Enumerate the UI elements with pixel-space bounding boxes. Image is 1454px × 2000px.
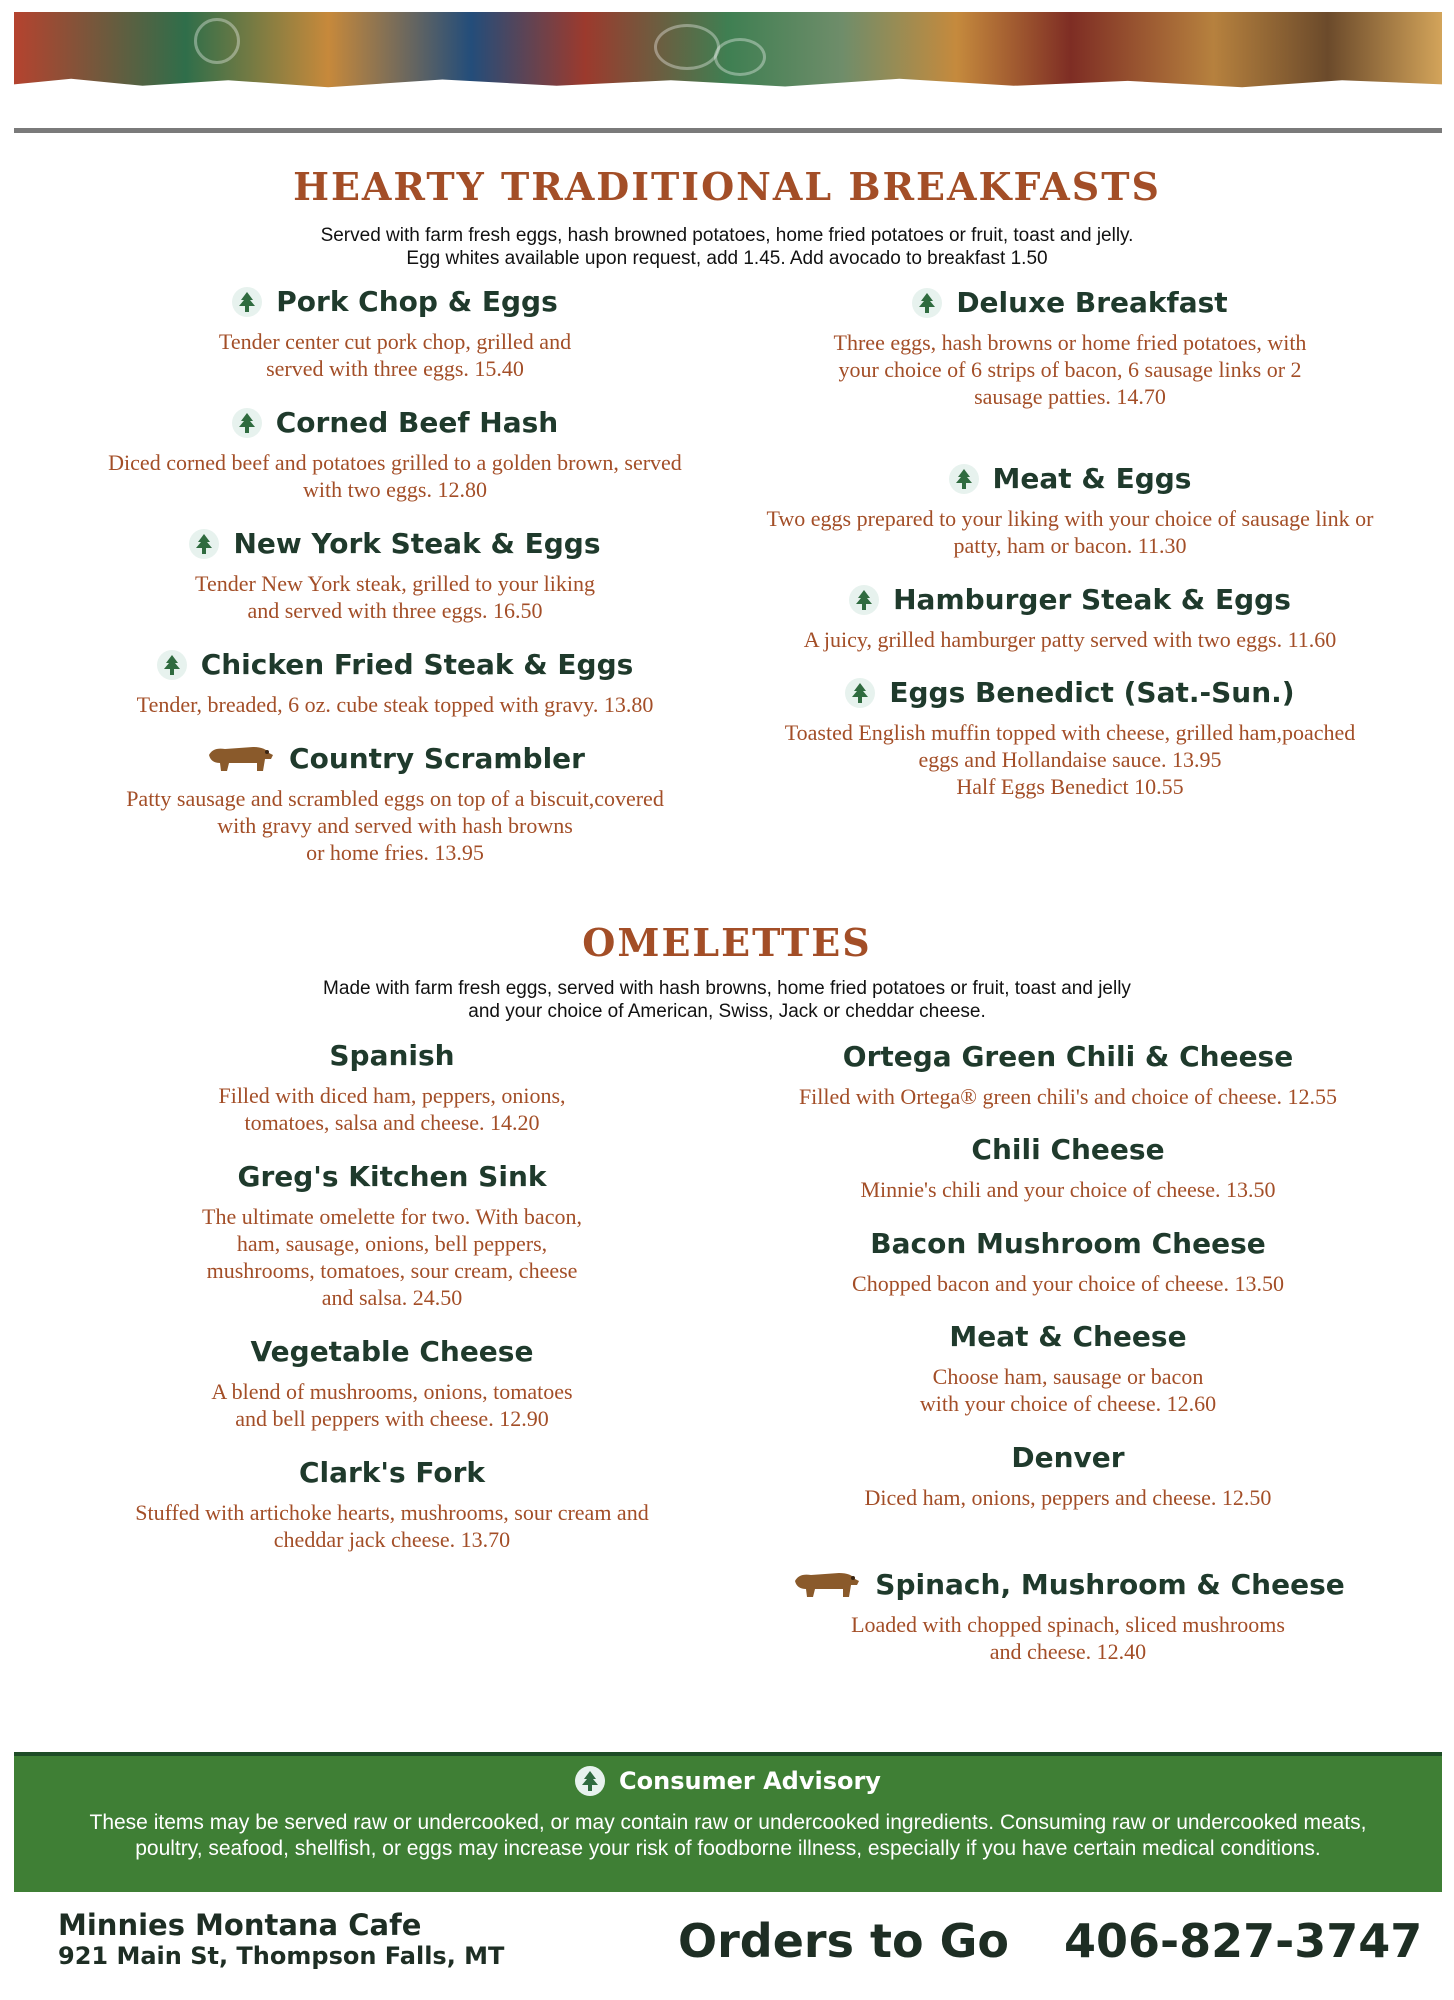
omelettes-item-title: Vegetable Cheese <box>250 1335 534 1368</box>
breakfasts-item-description <box>75 570 715 624</box>
description-line: sausage patties. 14.70 <box>974 384 1166 409</box>
breakfasts-item-description <box>750 329 1390 410</box>
tree-icon <box>949 464 979 494</box>
description-line: Diced corned beef and potatoes grilled to a golden brown, served <box>108 450 682 475</box>
omelettes-item-title-row <box>72 1160 712 1193</box>
description-line: Loaded with chopped spinach, sliced mushrooms <box>851 1612 1285 1637</box>
omelettes-item-description <box>72 1082 712 1136</box>
breakfasts-item <box>750 286 1390 410</box>
tree-icon <box>575 1766 605 1796</box>
omelettes-item-title: Ortega Green Chili & Cheese <box>842 1040 1294 1073</box>
omelettes-item <box>748 1441 1388 1511</box>
omelettes-item <box>748 1040 1388 1110</box>
breakfasts-item-title: Hamburger Steak & Eggs <box>893 583 1291 616</box>
description-line: Minnie's chili and your choice of cheese. 13.50 <box>860 1177 1276 1202</box>
omelettes-item-title-row <box>72 1335 712 1368</box>
omelettes-item <box>72 1160 712 1311</box>
description-line: mushrooms, tomatoes, sour cream, cheese <box>206 1258 578 1283</box>
breakfasts-item <box>750 676 1390 800</box>
orders-to-go: Orders to Go <box>678 1914 1009 1968</box>
description-line: Choose ham, sausage or bacon <box>932 1364 1204 1389</box>
breakfasts-item <box>750 462 1390 559</box>
breakfasts-item <box>75 285 715 382</box>
omelettes-item-title: Denver <box>1011 1441 1125 1474</box>
breakfasts-item-description <box>75 691 715 718</box>
description-line: The ultimate omelette for two. With bacon, <box>202 1204 582 1229</box>
breakfasts-heading: HEARTY TRADITIONAL BREAKFASTS <box>293 164 1161 209</box>
breakfasts-subtitle-2: Egg whites available upon request, add 1.45. Add avocado to breakfast 1.50 <box>406 248 1048 269</box>
description-line: A blend of mushrooms, onions, tomatoes <box>211 1379 573 1404</box>
breakfasts-item-title: Eggs Benedict (Sat.-Sun.) <box>889 676 1295 709</box>
advisory-text <box>54 1810 1402 1862</box>
description-line: Tender New York steak, grilled to your liking <box>195 571 595 596</box>
description-line: Toasted English muffin topped with cheese, grilled ham,poached <box>784 720 1356 745</box>
breakfasts-item <box>75 648 715 718</box>
breakfasts-item-title-row <box>750 583 1390 616</box>
omelettes-item-description <box>748 1611 1388 1665</box>
header-rule <box>14 128 1442 133</box>
breakfasts-item-title: Deluxe Breakfast <box>956 286 1228 319</box>
description-line: Half Eggs Benedict 10.55 <box>956 774 1184 799</box>
breakfasts-item-title: Country Scrambler <box>289 741 585 775</box>
breakfasts-item-title-row <box>75 648 715 681</box>
description-line: with gravy and served with hash browns <box>217 813 573 838</box>
description-line: Tender, breaded, 6 oz. cube steak topped with gravy. 13.80 <box>136 692 654 717</box>
omelettes-item-description <box>72 1499 712 1553</box>
description-line: cheddar jack cheese. 13.70 <box>273 1527 511 1552</box>
omelettes-item-title-row <box>748 1567 1388 1601</box>
tree-icon <box>189 529 219 559</box>
breakfasts-item-title: Chicken Fried Steak & Eggs <box>200 648 634 681</box>
breakfasts-subtitle-1: Served with farm fresh eggs, hash browned potatoes, home fried potatoes or fruit, toast and jelly. <box>320 225 1134 246</box>
description-line: your choice of 6 strips of bacon, 6 sausage links or 2 <box>838 357 1302 382</box>
omelettes-item-description <box>748 1270 1388 1297</box>
description-line: Two eggs prepared to your liking with your choice of sausage link or <box>766 506 1374 531</box>
breakfasts-item <box>750 583 1390 653</box>
description-line: A juicy, grilled hamburger patty served with two eggs. 11.60 <box>803 627 1337 652</box>
description-line: with your choice of cheese. 12.60 <box>919 1391 1217 1416</box>
breakfasts-item-title: Corned Beef Hash <box>275 406 559 439</box>
breakfasts-item-title-row <box>750 676 1390 709</box>
advisory-title: Consumer Advisory <box>619 1767 881 1795</box>
omelettes-item-description <box>748 1176 1388 1203</box>
bear-icon <box>791 1567 861 1601</box>
description-line: Patty sausage and scrambled eggs on top of a biscuit,covered <box>126 786 664 811</box>
description-line: and cheese. 12.40 <box>989 1639 1147 1664</box>
description-line: tomatoes, salsa and cheese. 14.20 <box>244 1110 540 1135</box>
cafe-address: 921 Main St, Thompson Falls, MT <box>58 1942 505 1970</box>
omelettes-heading: OMELETTES <box>582 920 872 965</box>
description-line: Chopped bacon and your choice of cheese. 13.50 <box>852 1271 1284 1296</box>
description-line: with two eggs. 12.80 <box>303 477 487 502</box>
breakfasts-item-description <box>750 505 1390 559</box>
omelettes-item-title-row <box>748 1133 1388 1166</box>
omelettes-item-title-row <box>72 1456 712 1489</box>
omelettes-item-description <box>72 1378 712 1432</box>
tree-icon <box>232 287 262 317</box>
description-line: Diced ham, onions, peppers and cheese. 12.50 <box>864 1485 1272 1510</box>
consumer-advisory <box>14 1752 1442 1892</box>
breakfasts-item-title-row <box>750 286 1390 319</box>
omelettes-item-title: Bacon Mushroom Cheese <box>870 1227 1266 1260</box>
breakfasts-item <box>75 406 715 503</box>
omelettes-item-description <box>72 1203 712 1311</box>
breakfasts-item-description <box>750 626 1390 653</box>
omelettes-item-title: Chili Cheese <box>971 1133 1165 1166</box>
description-line: or home fries. 13.95 <box>306 840 484 865</box>
omelettes-subtitle-1: Made with farm fresh eggs, served with hash browns, home fried potatoes or fruit, toast and jelly <box>323 978 1131 999</box>
tree-icon <box>912 288 942 318</box>
description-line: Stuffed with artichoke hearts, mushrooms, sour cream and <box>135 1500 649 1525</box>
breakfasts-item-title: Pork Chop & Eggs <box>276 285 558 318</box>
omelettes-item-title: Greg's Kitchen Sink <box>237 1160 547 1193</box>
omelettes-item <box>748 1320 1388 1417</box>
omelettes-subtitle-2: and your choice of American, Swiss, Jack or cheddar cheese. <box>468 1001 986 1022</box>
tree-icon <box>845 678 875 708</box>
omelettes-item-title-row <box>748 1227 1388 1260</box>
phone-number[interactable]: 406-827-3747 <box>1064 1914 1423 1968</box>
omelettes-item-title: Clark's Fork <box>298 1456 486 1489</box>
advisory-line: poultry, seafood, shellfish, or eggs may increase your risk of foodborne illness, especially if you have certain medical conditions. <box>135 1837 1321 1860</box>
breakfasts-item-title-row <box>75 527 715 560</box>
breakfasts-item-title-row <box>75 741 715 775</box>
omelettes-item-title: Spanish <box>329 1039 455 1072</box>
description-line: and salsa. 24.50 <box>321 1285 463 1310</box>
omelettes-item-title-row <box>748 1441 1388 1474</box>
decorative-banner <box>14 12 1442 88</box>
omelettes-item-description <box>748 1484 1388 1511</box>
advisory-line: These items may be served raw or undercooked, or may contain raw or undercooked ingredients. Consuming raw or undercooked meats, <box>89 1811 1367 1834</box>
description-line: patty, ham or bacon. 11.30 <box>953 533 1187 558</box>
description-line: ham, sausage, onions, bell peppers, <box>236 1231 548 1256</box>
breakfasts-item-description <box>750 719 1390 800</box>
description-line: Tender center cut pork chop, grilled and <box>218 329 572 354</box>
omelettes-item-description <box>748 1363 1388 1417</box>
description-line: and served with three eggs. 16.50 <box>247 598 543 623</box>
breakfasts-item-description <box>75 449 715 503</box>
omelettes-item-title: Meat & Cheese <box>949 1320 1187 1353</box>
description-line: Filled with Ortega® green chili's and choice of cheese. 12.55 <box>798 1084 1338 1109</box>
cafe-name: Minnies Montana Cafe <box>58 1908 422 1942</box>
breakfasts-item <box>75 741 715 866</box>
breakfasts-item-description <box>75 785 715 866</box>
description-line: eggs and Hollandaise sauce. 13.95 <box>918 747 1222 772</box>
omelettes-item-title-row <box>748 1040 1388 1073</box>
omelettes-item <box>748 1567 1388 1665</box>
omelettes-item-title-row <box>72 1039 712 1072</box>
omelettes-item-description <box>748 1083 1388 1110</box>
footer <box>0 1888 1454 2000</box>
breakfasts-item-title-row <box>75 285 715 318</box>
omelettes-item <box>72 1456 712 1553</box>
tree-icon <box>232 408 262 438</box>
breakfasts-item-title-row <box>750 462 1390 495</box>
tree-icon <box>849 585 879 615</box>
description-line: Three eggs, hash browns or home fried potatoes, with <box>833 330 1307 355</box>
description-line: served with three eggs. 15.40 <box>266 356 524 381</box>
omelettes-item <box>72 1335 712 1432</box>
breakfasts-item-title: New York Steak & Eggs <box>233 527 601 560</box>
breakfasts-item-title-row <box>75 406 715 439</box>
omelettes-item <box>748 1227 1388 1297</box>
omelettes-item-title: Spinach, Mushroom & Cheese <box>875 1567 1345 1601</box>
bear-icon <box>205 741 275 775</box>
description-line: Filled with diced ham, peppers, onions, <box>218 1083 566 1108</box>
description-line: and bell peppers with cheese. 12.90 <box>235 1406 549 1431</box>
omelettes-item <box>72 1039 712 1136</box>
tree-icon <box>157 650 187 680</box>
breakfasts-item-title: Meat & Eggs <box>992 462 1192 495</box>
omelettes-item-title-row <box>748 1320 1388 1353</box>
omelettes-item <box>748 1133 1388 1203</box>
breakfasts-item-description <box>75 328 715 382</box>
breakfasts-item <box>75 527 715 624</box>
